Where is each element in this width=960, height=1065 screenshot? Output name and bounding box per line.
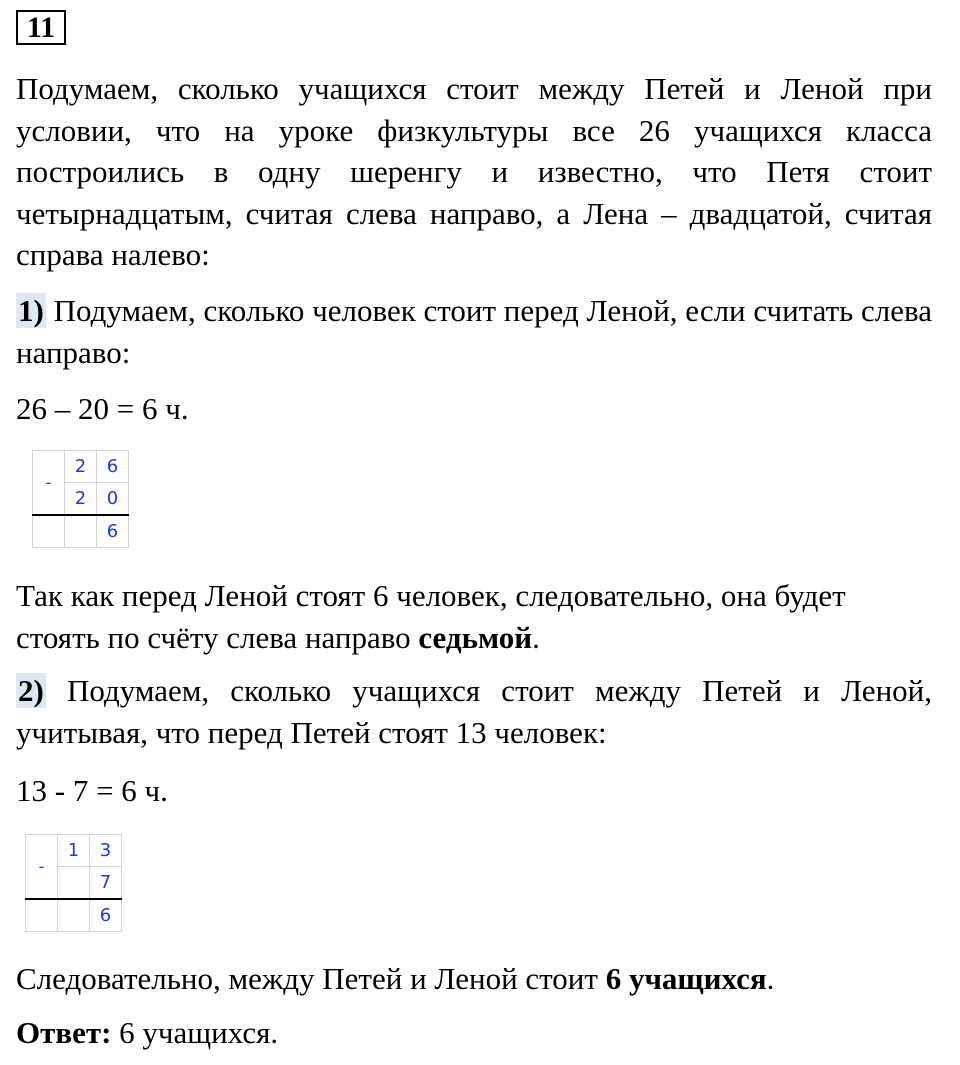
- empty-cell: [33, 515, 65, 548]
- digit: 2: [65, 451, 97, 483]
- answer-label: Ответ:: [16, 1015, 112, 1050]
- digit: 2: [65, 483, 97, 516]
- step-1-number: 1): [18, 293, 44, 328]
- digit: 0: [97, 483, 129, 516]
- step-2-text: [16, 670, 932, 753]
- summary-bold: 6 учащихся: [605, 961, 767, 996]
- step-2-number: 2): [18, 673, 44, 708]
- minus-sign: -: [33, 451, 65, 516]
- digit: 6: [97, 515, 129, 548]
- empty-cell: [26, 899, 58, 932]
- step-2-equation: 13 - 7 = 6 ч.: [16, 773, 168, 808]
- conclusion-text: Так как перед Леной стоят 6 человек, следовательно, она будет стоять по счёту слева направо: [16, 578, 846, 655]
- column-subtraction-1: [32, 450, 129, 548]
- step-1-equation: 26 – 20 = 6 ч.: [16, 391, 189, 426]
- conclusion-end: .: [532, 619, 540, 655]
- minus-sign: -: [26, 835, 58, 900]
- answer-value: 6 учащихся.: [111, 1015, 279, 1050]
- problem-number: 11: [16, 10, 66, 45]
- step-2-description: Подумаем, сколько учащихся стоит между Петей и Леной, учитывая, что перед Петей стоят 13 человек:: [16, 673, 932, 750]
- column-subtraction-2: [25, 834, 122, 932]
- summary-end: .: [766, 961, 775, 996]
- digit: [58, 867, 90, 900]
- step-1-text: [16, 290, 932, 373]
- conclusion-bold: седьмой: [418, 619, 533, 655]
- digit: 7: [90, 867, 122, 900]
- digit: [58, 899, 90, 932]
- step-1-conclusion: [16, 575, 932, 658]
- digit: 1: [58, 835, 90, 867]
- digit: 6: [97, 451, 129, 483]
- answer: [16, 1012, 932, 1054]
- summary: [16, 958, 932, 1000]
- digit: [65, 515, 97, 548]
- digit: 3: [90, 835, 122, 867]
- problem-intro: Подумаем, сколько учащихся стоит между Петей и Леной при условии, что на уроке физкультуры все 26 учащихся класса построились в одну шеренгу и известно, что Петя стоит четырнадцатым, считая слева направо, а Лена – двадцатой, считая справа налево:: [16, 71, 932, 272]
- step-1-description: Подумаем, сколько человек стоит перед Леной, если считать слева направо:: [16, 293, 933, 370]
- digit: 6: [90, 899, 122, 932]
- summary-text: Следовательно, между Петей и Леной стоит: [16, 961, 606, 996]
